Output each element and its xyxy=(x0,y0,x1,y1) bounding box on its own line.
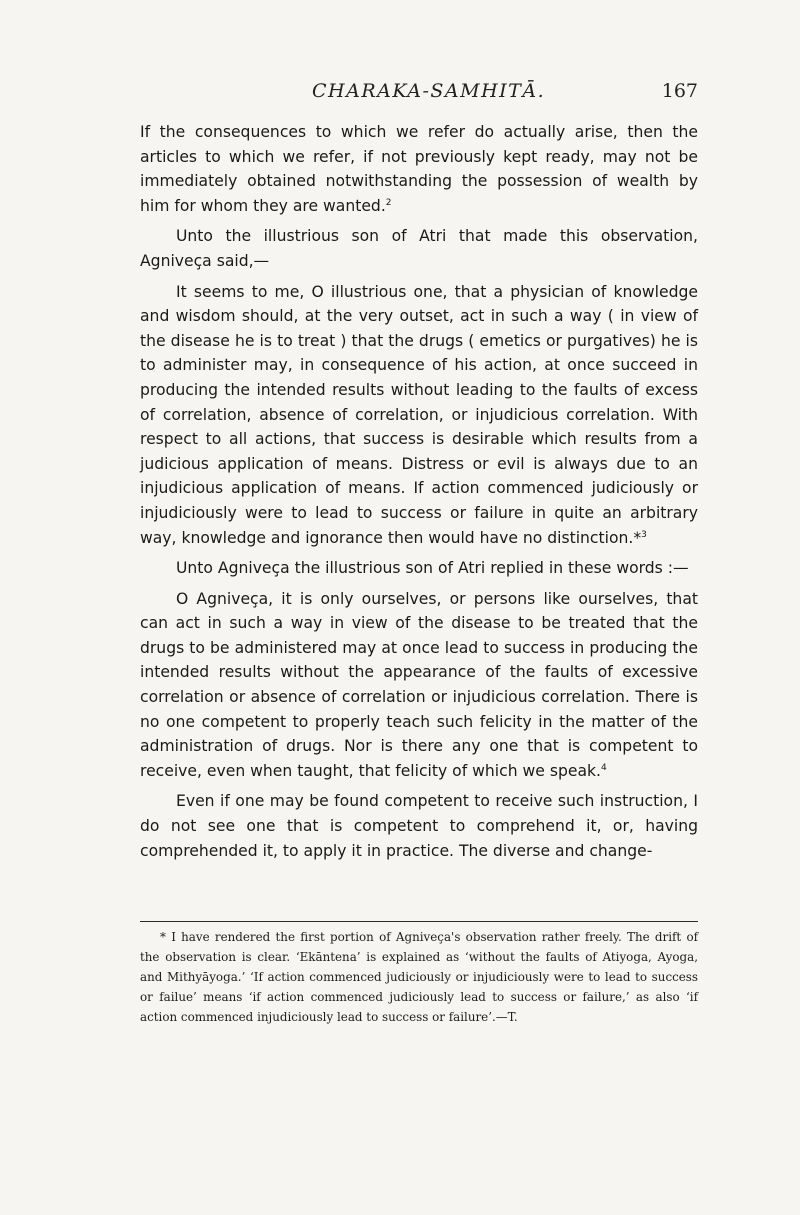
paragraph-4-text: Unto Agniveça the illustrious son of Atri replied in these words :— xyxy=(176,559,689,578)
paragraph-4 xyxy=(140,556,698,581)
paragraph-6 xyxy=(140,789,698,863)
paragraph-6-text: Even if one may be found competent to receive such instruction, I do not see one that is competent to comprehend it, or, having comprehended it, to apply it in practice. The diverse and change- xyxy=(140,792,698,860)
running-head xyxy=(140,80,698,110)
paragraph-1 xyxy=(140,120,698,218)
paragraph-3-text: It seems to me, O illustrious one, that a physician of knowledge and wisdom should, at the very outset, act in such a way ( in view of the disease he is to treat ) that the drugs ( emetics or purgatives) he is to administer may, in consequence of his action, at once succeed in producing the intended results without leading to the faults of excess of correlation, absence of correlation, or injudicious correlation. With respect to all actions, that success is desirable which results from a judicious application of means. Distress or evil is always due to an injudicious application of means. If action commenced judiciously or injudiciously were to lead to success or failure in quite an arbitrary way, knowledge and ignorance then would have no distinction.* xyxy=(140,282,698,547)
paragraph-1-text: If the consequences to which we refer do actually arise, then the articles to which we refer, if not previously kept ready, may not be immediately obtained notwithstanding the possession of wealth by him for whom they are wanted. xyxy=(140,123,698,215)
note-ref-2: 2 xyxy=(385,197,392,208)
paragraph-3 xyxy=(140,280,698,551)
note-ref-3: 3 xyxy=(641,529,647,540)
running-title: CHARAKA-SAMHITĀ. xyxy=(312,80,546,102)
paragraph-2 xyxy=(140,224,698,273)
paragraph-5-text: O Agniveça, it is only ourselves, or persons like ourselves, that can act in such a way in view of the disease to be treated that the drugs to be administered may at once lead to success in producing the intended results without the appearance of the faults of excessive correlation or absence of correlation or injudicious correlation. There is no one competent to properly teach such felicity in the matter of the administration of drugs. Nor is there any one that is competent to receive, even when taught, that felicity of which we speak. xyxy=(140,589,698,780)
note-ref-4: 4 xyxy=(601,762,607,773)
footnote-divider xyxy=(140,921,698,922)
paragraph-2-text: Unto the illustrious son of Atri that made this observation, Agniveça said,— xyxy=(140,227,698,270)
page-number: 167 xyxy=(661,80,698,102)
paragraph-5 xyxy=(140,587,698,784)
body-text xyxy=(140,120,698,869)
footnote: * I have rendered the first portion of Agniveça's observation rather freely. The drift of the observation is clear. ‘Ekāntena’ is explained as ‘without the faults of Atiyoga, Ayoga, and Mithyāyoga.’ ‘If action commenced judiciously or injudiciously were to lead to success or failue’ means ‘if action commenced judiciously lead to success or failure,’ as also ‘if action commenced injudiciously lead to success or failure’.—T. xyxy=(140,930,698,1024)
